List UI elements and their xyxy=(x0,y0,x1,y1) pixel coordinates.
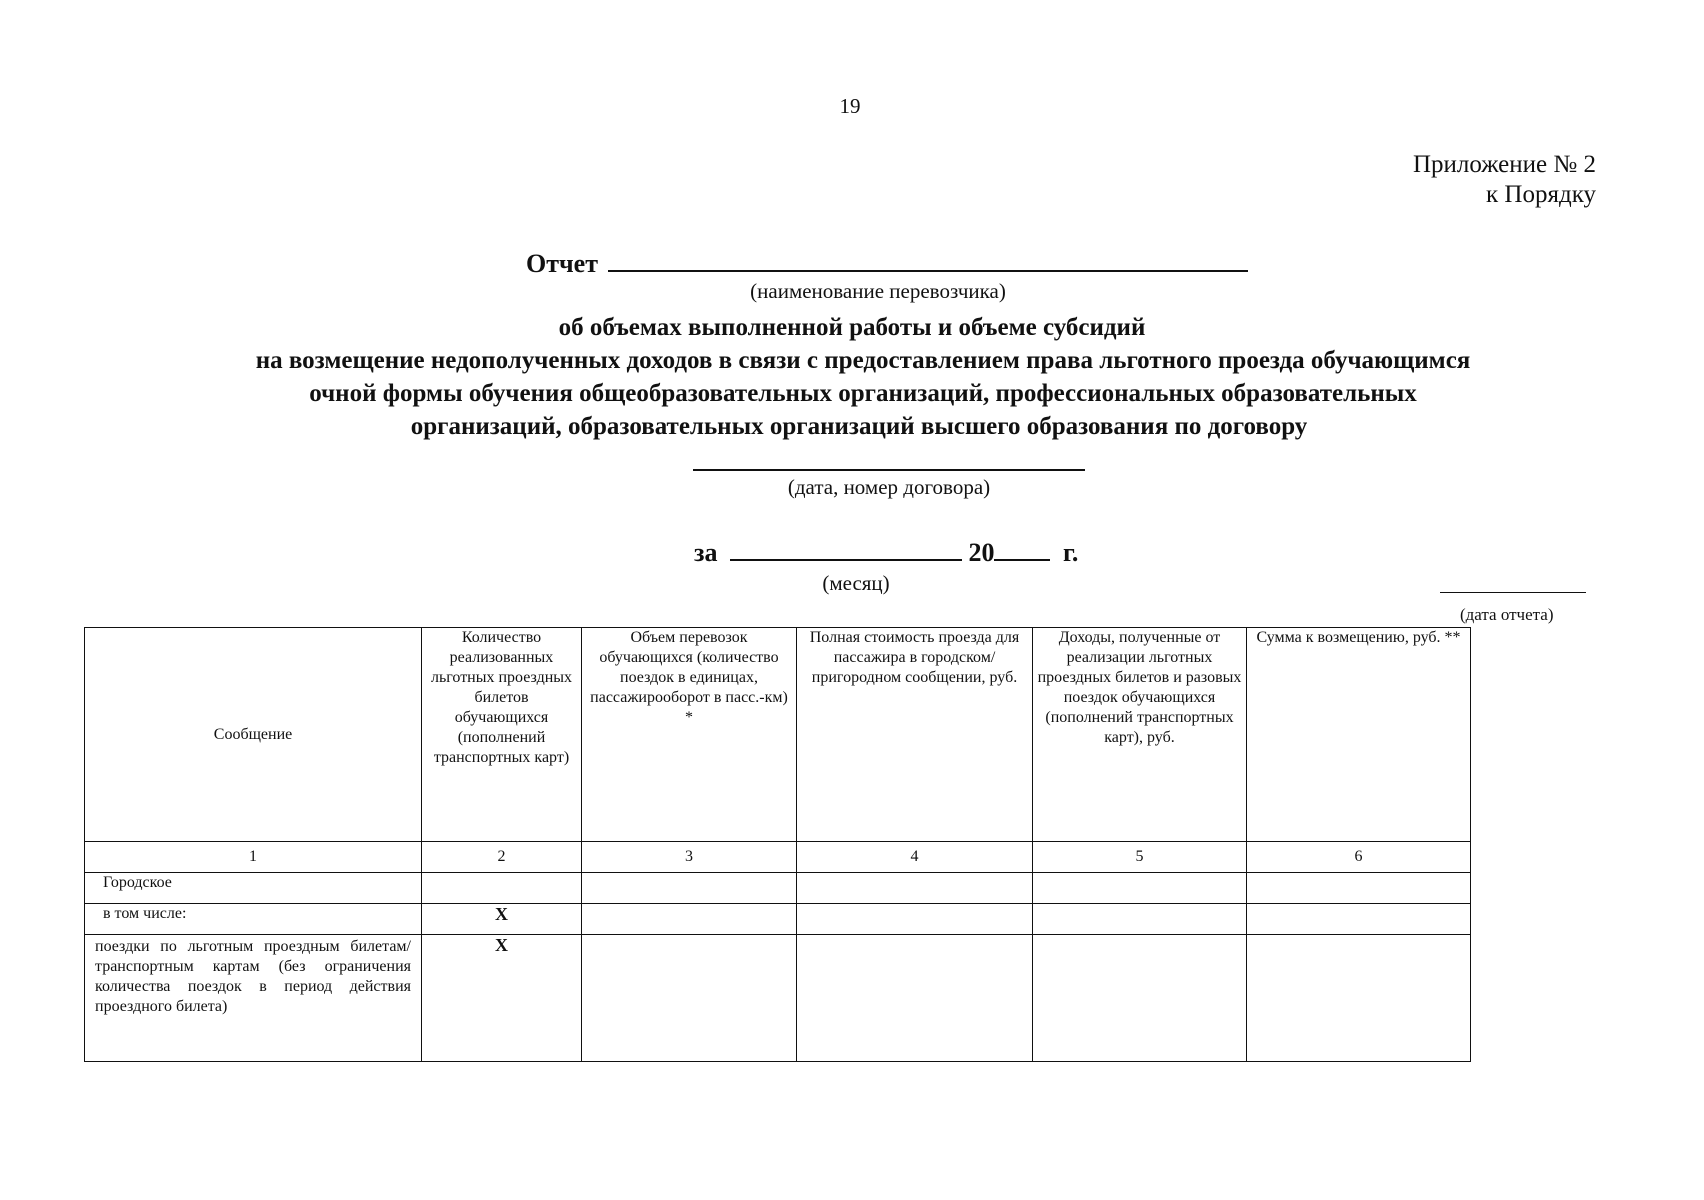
carrier-caption: (наименование перевозчика) xyxy=(750,279,1006,303)
table-row xyxy=(85,873,1471,904)
row-label-urban: Городское xyxy=(85,873,422,904)
column-number: 5 xyxy=(1033,842,1247,873)
year-prefix: 20 xyxy=(968,538,995,567)
month-blank[interactable] xyxy=(730,537,962,561)
contract-blank[interactable] xyxy=(693,469,1085,471)
subtitle-line-1: об объемах выполненной работы и объеме субсидий xyxy=(558,314,1146,341)
column-number: 1 xyxy=(85,842,422,873)
appendix-line-1: Приложение № 2 xyxy=(1412,151,1596,178)
table-cell[interactable] xyxy=(797,904,1033,935)
appendix-line-2: к Порядку xyxy=(1486,181,1596,208)
x-mark: X xyxy=(422,904,582,935)
header-cell-full-fare: Полная стоимость проезда для пассажира в городском/пригородном сообщении, руб. xyxy=(797,628,1033,842)
table-cell[interactable] xyxy=(1247,935,1471,1062)
column-number-row xyxy=(85,842,1471,873)
table-cell[interactable] xyxy=(582,904,797,935)
table-cell[interactable] xyxy=(582,935,797,1062)
table-cell[interactable] xyxy=(797,935,1033,1062)
table-row xyxy=(85,935,1471,1062)
subtitle-line-4: организаций, образовательных организаций высшего образования по договору xyxy=(410,413,1308,440)
header-cell-income: Доходы, полученные от реализации льготных проездных билетов и разовых поездок обучающихся (пополнений транспортных карт), руб. xyxy=(1033,628,1247,842)
report-date-caption: (дата отчета) xyxy=(1460,605,1554,624)
column-number: 2 xyxy=(422,842,582,873)
row-label-preferential-trips: поездки по льготным проездным билетам/транспортным картам (без ограничения количества поездок в период действия проездного билета) xyxy=(85,935,422,1062)
report-title-word: Отчет xyxy=(526,249,598,278)
column-number: 6 xyxy=(1247,842,1471,873)
year-blank[interactable] xyxy=(994,537,1050,561)
page-number: 19 xyxy=(839,94,861,118)
table-cell[interactable] xyxy=(1247,904,1471,935)
table-cell[interactable] xyxy=(1033,873,1247,904)
header-cell-tickets-count: Количество реализованных льготных проездных билетов обучающихся (пополнений транспортных карт) xyxy=(422,628,582,842)
table-cell[interactable] xyxy=(797,873,1033,904)
table-header-row xyxy=(85,628,1471,842)
column-number: 4 xyxy=(797,842,1033,873)
table-cell[interactable] xyxy=(422,873,582,904)
subtitle-line-2: на возмещение недополученных доходов в связи с предоставлением права льготного проезда обучающимся xyxy=(255,347,1471,374)
header-cell-reimbursement: Сумма к возмещению, руб. ** xyxy=(1247,628,1471,842)
header-cell-message: Сообщение xyxy=(85,628,422,842)
report-table xyxy=(84,627,1471,1062)
table-cell[interactable] xyxy=(582,873,797,904)
report-period xyxy=(694,537,1078,568)
carrier-name-blank[interactable] xyxy=(608,246,1248,272)
table-cell[interactable] xyxy=(1033,904,1247,935)
table-cell[interactable] xyxy=(1033,935,1247,1062)
appendix-note xyxy=(1413,150,1596,210)
month-caption: (месяц) xyxy=(822,571,890,595)
report-title xyxy=(526,246,1248,279)
subtitle-line-3: очной формы обучения общеобразовательных организаций, профессиональных образовательных xyxy=(309,380,1417,407)
period-prefix: за xyxy=(694,538,718,567)
row-label-including: в том числе: xyxy=(85,904,422,935)
table-cell[interactable] xyxy=(1247,873,1471,904)
x-mark: X xyxy=(422,935,582,1062)
column-number: 3 xyxy=(582,842,797,873)
year-suffix: г. xyxy=(1062,538,1079,567)
header-cell-transport-volume: Объем перевозок обучающихся (количество поездок в единицах, пассажирооборот в пасс.-км) * xyxy=(582,628,797,842)
table-row xyxy=(85,904,1471,935)
contract-caption: (дата, номер договора) xyxy=(787,475,991,499)
report-date-blank[interactable] xyxy=(1440,592,1586,593)
